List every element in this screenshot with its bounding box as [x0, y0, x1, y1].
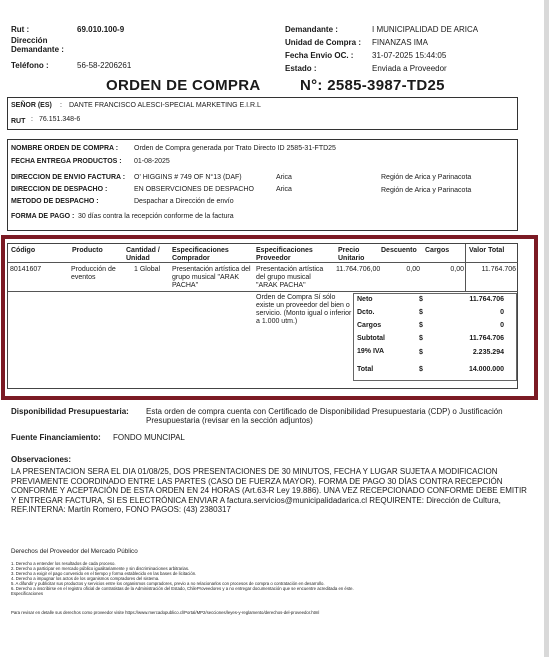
detail-value: 01-08-2025 [134, 158, 170, 165]
budget-text: Esta orden de compra cuenta con Certificado de Disponibilidad Presupuestaria (CDP) o Justificación Presupuestaria (revisar en la sección adjuntos) [146, 407, 503, 425]
order-number: N°: 2585-3987-TD25 [300, 77, 445, 94]
totals-currency: $ [419, 322, 423, 329]
senor-label: SEÑOR (ES) [11, 102, 52, 109]
col-header: Producto [72, 247, 103, 254]
telefono-label: Teléfono : [11, 61, 49, 70]
totals-currency: $ [419, 349, 423, 356]
totals-label: 19% IVA [357, 348, 385, 355]
funding-value: FONDO MUNCIPAL [113, 433, 185, 442]
totals-value: 0 [500, 309, 504, 316]
rights-item: 6. Derecho a inscribirse en el registro oficial de contratistas de la Administración del Estado, ChileProveedores y a no entregar documentación que se encuentre acreditada en éste. [11, 586, 354, 591]
totals-value: 0 [500, 322, 504, 329]
detail-value: EN OBSERVCIONES DE DESPACHO [134, 186, 254, 193]
page-edge [544, 0, 549, 657]
totals-label: Subtotal [357, 335, 385, 342]
detail-label: NOMBRE ORDEN DE COMPRA : [11, 145, 119, 152]
observations-text: LA PRESENTACION SERA EL DIA 01/08/25, DOS PRESENTACIONES DE 30 MINUTOS, FECHA Y LUGAR SUJETA A MODIFICACION PREVIAMENTE COORDINADO ENTRE LAS PARTES (CASO DE FUERZA MAYOR). FORMA DE PAGO 30 DÍAS CONTRA RECEPCIÓN CONFORME Y ACEPTACIÓN DE ESTA ORDEN EN 24 HORAS (Art.63-R Ley 19.886). UNA VEZ RECEPCIONADO CONFORME DEBE EMITIR Y ENTREGAR FACTURA, SI ES ELECTRÓNICA ENVIAR A factura.servicios@municipalidadarica.cl REQUIRENTE: Dirección de Cultura, REF.INTERNA: Martín Romero, FONO PAGOS: (43) 2380317 [11, 467, 527, 514]
col-header: Precio Unitario [338, 247, 365, 262]
col-header: Especificaciones Proveedor [256, 247, 313, 262]
detail-value: Orden de Compra generada por Trato Directo ID 2585-31-FTD25 [134, 145, 336, 152]
rights-title: Derechos del Proveedor del Mercado Público [11, 548, 138, 555]
detail-city: Arica [276, 174, 292, 181]
detail-region: Región de Arica y Parinacota [381, 174, 472, 181]
supplier-name: DANTE FRANCISCO ALESCI-SPECIAL MARKETING E.I.R.L [69, 102, 261, 109]
cell-precio: 11.764.706,00 [336, 266, 381, 273]
detail-label: DIRECCION DE DESPACHO : [11, 186, 108, 193]
senor-sep: : [60, 102, 62, 109]
supplier-rut-label: RUT [11, 118, 26, 125]
cell-descuento: 0,00 [406, 266, 420, 273]
rights-item: 3. Derecho a exigir el pago convenido en el tiempo y forma establecido en las bases de licitación. [11, 571, 197, 576]
document-title: ORDEN DE COMPRA [106, 77, 261, 94]
demandante-label: Demandante : [285, 25, 338, 34]
detail-label: FORMA DE PAGO : [11, 213, 75, 220]
cell-valor-total: 11.764.706 [481, 266, 516, 273]
rights-item: 1. Derecho a entender los resultados de cada proceso. [11, 561, 116, 566]
order-note: Orden de Compra Sí sólo existe un proveedor del bien o servicio. (Monto igual o inferior a 1.000 utm.) [256, 294, 352, 325]
totals-label: Neto [357, 296, 373, 303]
budget-label: Disponibilidad Presupuestaria: [11, 407, 129, 416]
estado-value: Enviada a Proveedor [372, 64, 447, 73]
supplier-rut: 76.151.348-6 [39, 116, 81, 123]
estado-label: Estado : [285, 64, 317, 73]
totals-label: Dcto. [357, 309, 375, 316]
detail-value: 30 días contra la recepción conforme de la factura [78, 213, 234, 220]
detail-label: FECHA ENTREGA PRODUCTOS : [11, 158, 122, 165]
totals-value: 14.000.000 [468, 366, 504, 373]
detail-value: O' HIGGINS # 749 OF N°13 (DAF) [134, 174, 242, 181]
detail-value: Despachar a Dirección de envío [134, 198, 234, 205]
detail-region: Región de Arica y Parinacota [381, 187, 472, 194]
detail-label: METODO DE DESPACHO : [11, 198, 99, 205]
col-header: Cargos [425, 247, 450, 254]
cell-codigo: 80141607 [10, 266, 42, 273]
rut-label: Rut : [11, 25, 30, 34]
totals-currency: $ [419, 335, 423, 342]
cell-producto: Producción de eventos [71, 266, 116, 281]
totals-currency: $ [419, 296, 423, 303]
observations-label: Observaciones: [11, 455, 72, 464]
demandante-value: I MUNICIPALIDAD DE ARICA [372, 25, 479, 34]
fecha-envio-label: Fecha Envio OC. : [285, 51, 354, 60]
fecha-envio-value: 31-07-2025 15:44:05 [372, 51, 447, 60]
supplier-rut-sep: : [31, 116, 33, 123]
demandante-address-label: Dirección Demandante : [11, 36, 64, 54]
totals-label: Cargos [357, 322, 382, 329]
totals-currency: $ [419, 366, 423, 373]
totals-value: 11.764.706 [469, 335, 504, 342]
rights-list [11, 561, 531, 596]
funding-label: Fuente Financiamiento: [11, 433, 101, 442]
cell-cargos: 0,00 [450, 266, 464, 273]
detail-label: DIRECCION DE ENVIO FACTURA : [11, 174, 126, 181]
unidad-value: FINANZAS IMA [372, 38, 429, 47]
highlight-frame [1, 235, 538, 400]
totals-currency: $ [419, 309, 423, 316]
col-header: Valor Total [469, 247, 505, 254]
rut-value: 69.010.100-9 [77, 25, 125, 34]
col-header: Cantidad / Unidad [126, 247, 160, 262]
rights-item: 4. Derecho a impugnar los actos de los organismos compradores del sistema. [11, 576, 160, 581]
col-header: Descuento [381, 247, 417, 254]
totals-label: Total [357, 366, 374, 373]
detail-city: Arica [276, 186, 292, 193]
telefono-value: 56-58-2206261 [77, 61, 132, 70]
rights-item: 2. Derecho a participar en mercado público igualitariamente y sin discriminaciones arbitrarias. [11, 566, 190, 571]
totals-value: 11.764.706 [469, 296, 504, 303]
rights-item: Especificaciones [11, 591, 44, 596]
cell-cantidad: 1 Global [134, 266, 161, 273]
cell-esp-proveedor: Presentación artística del grupo musical "ARAK PACHA" [256, 266, 324, 289]
cell-esp-comprador: Presentación artística del grupo musical "ARAK PACHA" [172, 266, 251, 289]
col-header: Especificaciones Comprador [172, 247, 229, 262]
rights-footer: Para revisar en detalle sus derechos como proveedor visite https://www.mercadopublico.cl/Portal/MP2/secciones/leyes-y-reglamento/derechos-del-proveedor.html [11, 610, 320, 615]
totals-value: 2.235.294 [472, 349, 504, 356]
rights-item: 5. A difundir y publicitar sus productos y servicios entre los organismos compradores, previo a no relacionarlos con procesos de compra o contratación en desarrollo. [11, 581, 325, 586]
unidad-label: Unidad de Compra : [285, 38, 362, 47]
col-header: Código [11, 247, 36, 254]
